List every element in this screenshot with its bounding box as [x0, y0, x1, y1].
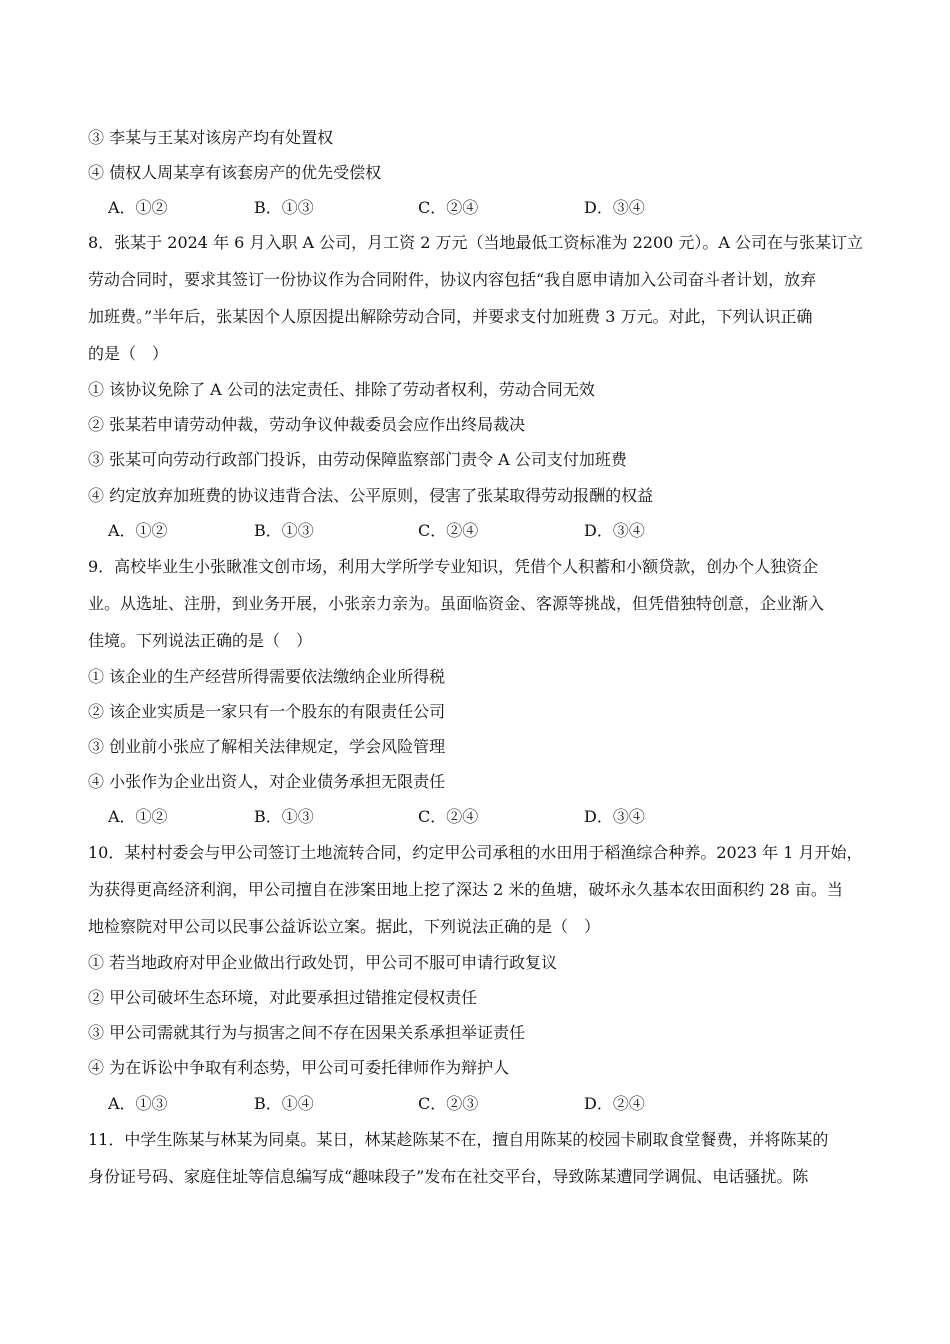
q11-stem-line: 身份证号码、家庭住址等信息编写成“趣味段子”发布在社交平台，导致陈某遭同学调侃、电话骚扰。陈 [88, 1167, 809, 1186]
q7-options [108, 198, 808, 218]
q10-stem-line: 为获得更高经济利润，甲公司擅自在涉案田地上挖了深达 2 米的鱼塘，破坏永久基本农田面积约 28 亩。当 [88, 880, 843, 899]
q8-item-4: ④ 约定放弃加班费的协议违背合法、公平原则，侵害了张某取得劳动报酬的权益 [88, 486, 654, 505]
q10-stem-line: 地检察院对甲公司以民事公益诉讼立案。据此，下列说法正确的是（ ） [88, 917, 601, 936]
q9-item-1: ① 该企业的生产经营所得需要依法缴纳企业所得税 [88, 667, 446, 686]
q10-item-1: ① 若当地政府对甲企业做出行政处罚，甲公司不服可申请行政复议 [88, 953, 558, 972]
q10-item-3: ③ 甲公司需就其行为与损害之间不存在因果关系承担举证责任 [88, 1023, 526, 1042]
q8-item-3: ③ 张某可向劳动行政部门投诉，由劳动保障监察部门责令 A 公司支付加班费 [88, 450, 627, 469]
q8-stem-line: 8．张某于 2024 年 6 月入职 A 公司，月工资 2 万元（当地最低工资标准为 2200 元）。A 公司在与张某订立 [88, 233, 864, 252]
q9-item-4: ④ 小张作为企业出资人，对企业债务承担无限责任 [88, 772, 446, 791]
q8-options [108, 521, 808, 541]
q9-item-3: ③ 创业前小张应了解相关法律规定，学会风险管理 [88, 737, 446, 756]
option-d: D．③④ [584, 807, 645, 826]
option-b: B．①③ [254, 198, 314, 217]
q9-stem-line: 业。从选址、注册，到业务开展，小张亲力亲为。虽面临资金、客源等挑战，但凭借独特创意，企业渐入 [88, 594, 825, 613]
option-d: D．③④ [584, 521, 645, 540]
option-a: A．①③ [108, 1094, 168, 1113]
option-c: C．②④ [418, 198, 479, 217]
q10-item-2: ② 甲公司破坏生态环境，对此要承担过错推定侵权责任 [88, 988, 478, 1007]
q10-options [108, 1094, 808, 1114]
option-c: C．②④ [418, 807, 479, 826]
option-d: D．③④ [584, 198, 645, 217]
option-b: B．①③ [254, 521, 314, 540]
q8-stem-line: 加班费。”半年后，张某因个人原因提出解除劳动合同，并要求支付加班费 3 万元。对此，下列认识正确 [88, 307, 813, 326]
option-c: C．②③ [418, 1094, 479, 1113]
q10-item-4: ④ 为在诉讼中争取有利态势，甲公司可委托律师作为辩护人 [88, 1058, 510, 1077]
q9-options [108, 807, 808, 827]
q8-stem-line: 劳动合同时，要求其签订一份协议作为合同附件，协议内容包括“我自愿申请加入公司奋斗者计划，放弃 [88, 270, 817, 289]
q9-stem-line: 9．高校毕业生小张瞅准文创市场，利用大学所学专业知识，凭借个人积蓄和小额贷款，创办个人独资企 [88, 557, 819, 576]
q8-item-1: ① 该协议免除了 A 公司的法定责任、排除了劳动者权利，劳动合同无效 [88, 380, 595, 399]
q10-stem-line: 10．某村村委会与甲公司签订土地流转合同，约定甲公司承租的水田用于稻渔综合种养。2023 年 1 月开始， [88, 843, 863, 862]
option-d: D．②④ [584, 1094, 645, 1113]
option-c: C．②④ [418, 521, 479, 540]
q8-item-2: ② 张某若申请劳动仲裁，劳动争议仲裁委员会应作出终局裁决 [88, 415, 526, 434]
option-b: B．①④ [254, 1094, 314, 1113]
option-a: A．①② [108, 198, 168, 217]
option-b: B．①③ [254, 807, 314, 826]
option-a: A．①② [108, 521, 168, 540]
option-a: A．①② [108, 807, 168, 826]
q9-item-2: ② 该企业实质是一家只有一个股东的有限责任公司 [88, 702, 446, 721]
q7-item-4: ④ 债权人周某享有该套房产的优先受偿权 [88, 163, 382, 182]
q11-stem-line: 11．中学生陈某与林某为同桌。某日，林某趁陈某不在，擅自用陈某的校园卡刷取食堂餐费，并将陈某的 [88, 1130, 829, 1149]
q8-stem-line: 的是（ ） [88, 344, 169, 363]
q7-item-3: ③ 李某与王某对该房产均有处置权 [88, 128, 334, 147]
q9-stem-line: 佳境。下列说法正确的是（ ） [88, 631, 313, 650]
